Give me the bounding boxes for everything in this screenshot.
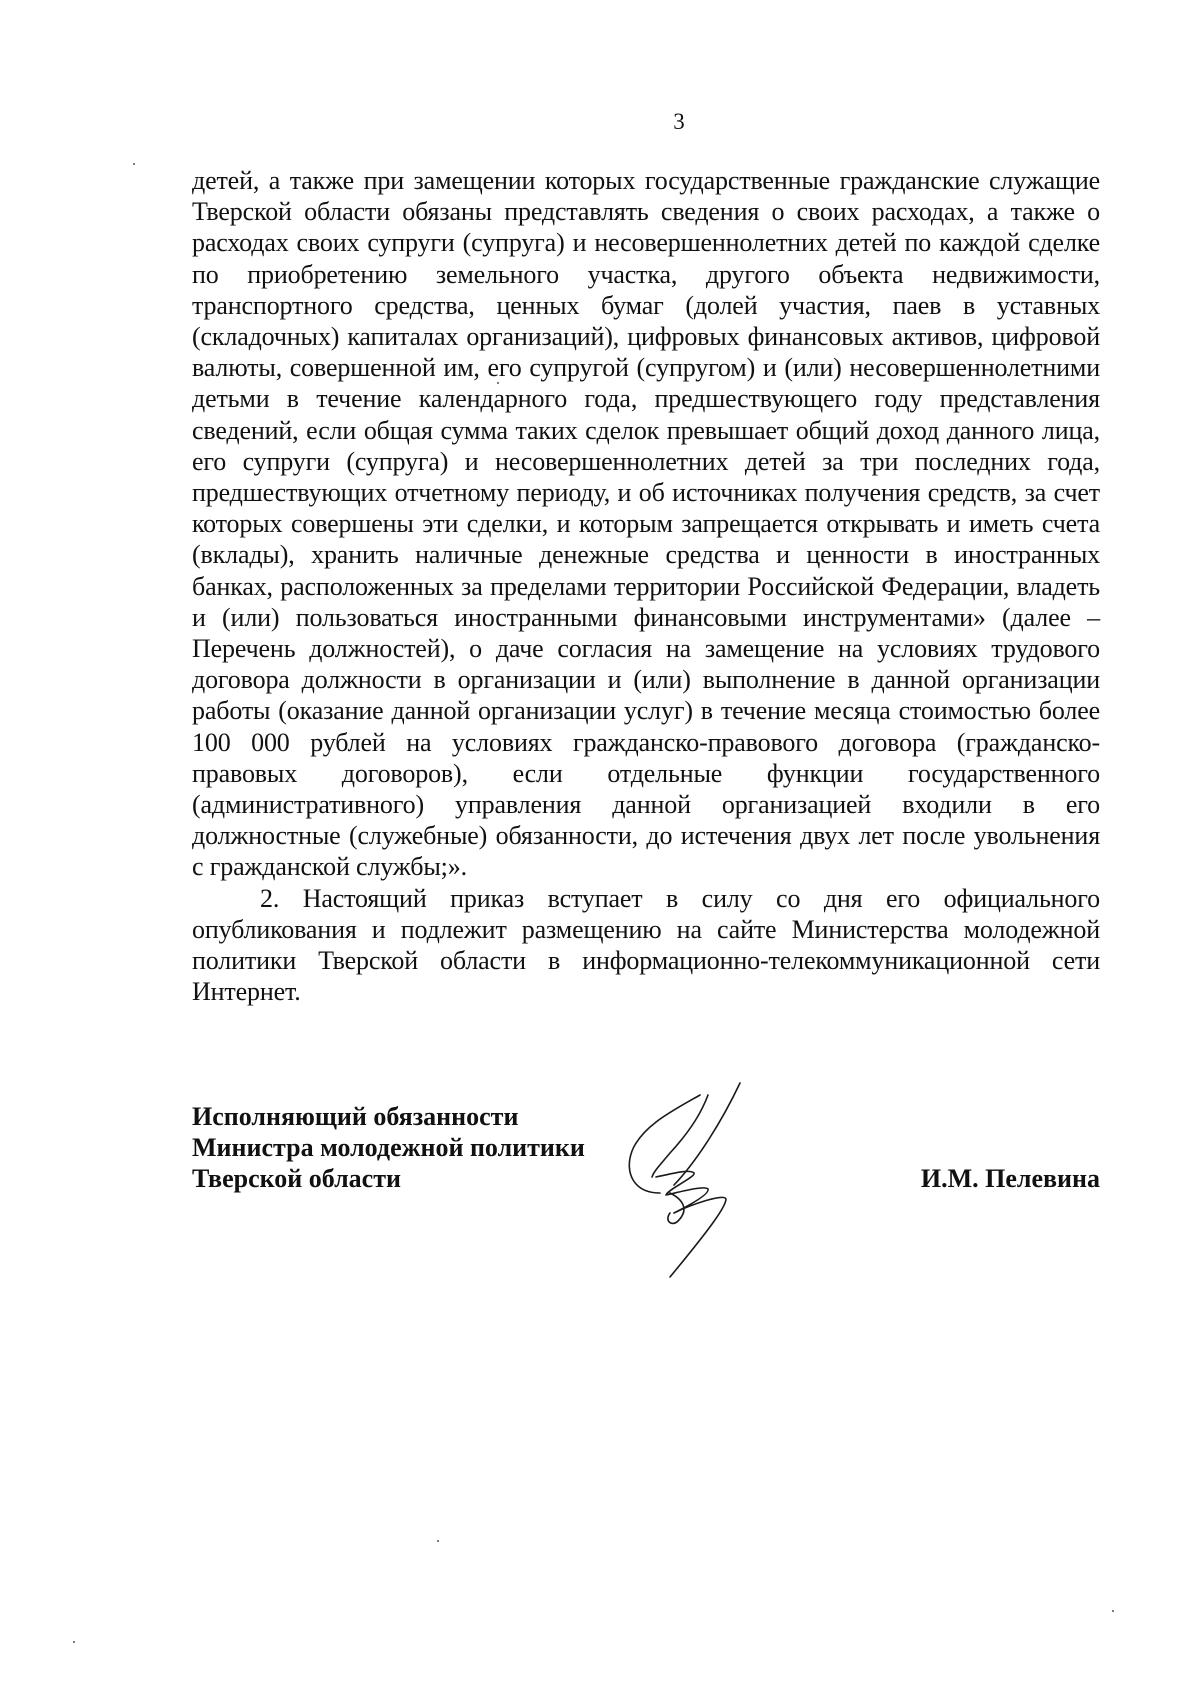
signature-block xyxy=(192,1101,1100,1261)
handwritten-signature xyxy=(612,1081,772,1281)
signatory-position-line: Тверской области xyxy=(192,1164,401,1193)
scan-speck xyxy=(133,163,135,165)
signatory-position-line: Министра молодежной политики xyxy=(192,1133,585,1162)
scan-speck xyxy=(73,1641,75,1643)
paragraph-continuation: детей, а также при замещении которых государственные гражданские служащие Тверской области обязаны представлять сведения о своих расходах, а также о расходах своих супруги (супруга) и несовершеннолетних детей по каждой сделке по приобретению земельного участка, другого объекта недвижимости, транспортного средства, ценных бумаг (долей участия, паев в уставных (складочных) капиталах организаций), цифровых финансовых активов, цифровой валюты, совершенной им, его супругой (супругом) и (или) несовершеннолетними детьми в течение календарного года, предшествующего году представления сведений, если общая сумма таких сделок превышает общий доход данного лица, его супруги (супруга) и несовершеннолетних детей за три последних года, предшествующих отчетному периоду, и об источниках получения средств, за счет которых совершены эти сделки, и которым запрещается открывать и иметь счета (вклады), хранить наличные денежные средства и ценности в иностранных банках, расположенных за пределами территории Российской Федерации, владеть и (или) пользоваться иностранными финансовыми инструментами» (далее – Перечень должностей), о даче согласия на замещение на условиях трудового договора должности в организации и (или) выполнение в данной организации работы (оказание данной организации услуг) в течение месяца стоимостью более 100 000 рублей на условиях гражданско-правового договора (гражданско-правовых договоров), если отдельные функции государственного (административного) управления данной организацией входили в его должностные (служебные) обязанности, до истечения двух лет после увольнения с гражданской службы;». xyxy=(192,166,1100,882)
signatory-position-line: Исполняющий обязанности xyxy=(192,1102,519,1131)
scan-speck xyxy=(437,1540,439,1542)
signatory-name: И.М. Пелевина xyxy=(920,1164,1100,1193)
scan-speck xyxy=(1112,1610,1114,1612)
page-number: 3 xyxy=(673,109,685,134)
document-body xyxy=(192,165,1100,1007)
signatory-position xyxy=(192,1101,585,1194)
scan-speck xyxy=(497,382,499,384)
paragraph-clause-2: 2. Настоящий приказ вступает в силу со дня его официального опубликования и подлежит размещению на сайте Министерства молодежной политики Тверской области в информационно-телекоммуникационной сети Интернет. xyxy=(192,883,1100,1007)
